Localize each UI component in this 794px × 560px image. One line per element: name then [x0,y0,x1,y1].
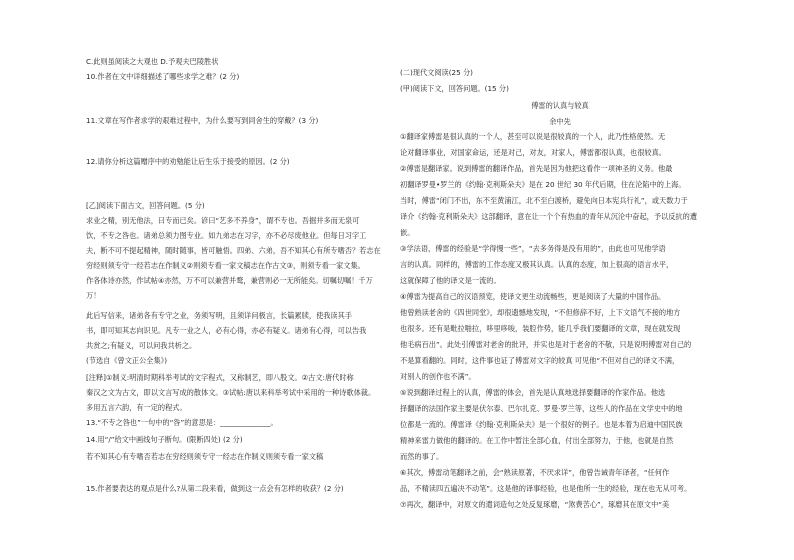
article-line: 论对翻译事业，对国家命运，还是对己，对友，对家人，傅雷都很认真，也很较真。 [400,148,666,157]
jia-heading: (甲)阅读下文，回答问题。(15 分) [400,84,509,93]
article-line: ②傅雷是翻译家。说到傅雷的翻译作品，首先是因为他把这看作一项神圣的义务。他最 [400,164,673,173]
passage-source: (节选自《曾文正公全集》) [86,356,168,365]
options-c-d: C.此则虽阅读之大观也 D.予观夫巴陵胜状 [86,57,219,66]
article-line: ⑥其次，傅雷动笔翻译之前，会“熟读原著，不厌求详”，他曾告诫青年译者，“任何作 [400,468,670,477]
notes-line: [注释]①制义:明清时期科举考试的文字程式，又称制艺，即八股文。②古文:唐代时称 [86,373,354,382]
article-title: 傅雷的认真与较真 [531,101,589,110]
question-10: 10.作者在文中详细描述了哪些求学之难？(2 分) [86,72,240,81]
article-author: 余中先 [549,117,571,126]
article-line: ⑦再次，翻译中，对原文的遣词造句之处反复琢磨，“煞费苦心”，琢磨其在原文中“美 [400,500,670,509]
passage-line: 共赏之;有疑义，可以问我共析之。 [86,341,197,350]
question-14-sentence: 若不知其心有专嗜否若志在穷经则须专守一经志在作制义则须专看一家文稿 [86,452,324,461]
section-heading: (二)现代文阅读(25 分) [400,68,473,77]
article-line: 译介《约翰·克利斯朵夫》这部翻译，意在让一个个有热血的青年从沉沦中奋起，予以反抗的遭 [400,212,697,221]
article-line: 他曾熟读老舍的《四世同堂》，却很遗憾地发现，“不但修辞不好，上下文语气不接的地方 [400,308,681,317]
article-line: ④傅雷为提高自己的汉语预览，使译文更生动流畅些，更是阅读了大量的中国作品。 [400,292,666,301]
passage-line: 此后写信来，诸弟各有专守之业，务须写明，且须详问极言，长篇累牍，使我读其手 [86,311,352,320]
passage-line: 夫，断不可不提起精神，随时随事，皆可触悟。四弟、六弟，吾不知其心有所专嗜否？若志在 [86,246,381,255]
article-line: 他毛病百出”。此处引傅雷对老舍的批评，并实也是对于老舍的不敬，只是说明傅雷对自己的 [400,340,692,349]
article-line: 嵌。 [400,228,415,237]
article-line: 当时，傅雷“闭门不出，东不至黄浦江，北不至白渡桥，避免向日本宪兵行礼”，或天数力于 [400,196,688,205]
notes-line: 多用五言六韵，有一定的程式。 [86,403,187,412]
passage-line: 万！ [86,291,101,300]
notes-line: 秦汉之文为古文，即以文言写成的散体文。③试帖:唐以来科举考试中采用的一种诗歌体裁。 [86,388,376,397]
question-15: 15.作者要表达的观点是什么?从第二段来看，做到这一点会有怎样的收获？(2 分) [86,484,344,493]
passage-line: 饮，不专之咎也。诸弟总须力图专业。如九弟志在习字，亦不必尽废他业。但每日习字工 [86,231,367,240]
article-line: 不是算看翻的。同时，这件事也证了傅雷对文字的较真 可见他“不但对自己的译文不满， [400,356,680,365]
article-line: 择翻译的法国作家主要是伏尔泰、巴尔扎克、罗曼·罗兰等，这些人的作品在文学史中的地 [400,404,683,413]
question-13: 13.“不专之咎也”一句中的“咎”的意思是：______________。 [86,418,278,427]
article-line: 而然的事了。 [400,452,444,461]
article-line: ③学法语，傅雷的经验是“学得慢一些”，“去多务得是没有用的”，由此也可见他学语 [400,244,666,253]
article-line: 这就保障了他的译文是一流的。 [400,276,501,285]
article-line: 位都是一流的。傅雷译《约翰·克利斯朵夫》是一个很好的例子。也是本着为启迪中国民族 [400,420,683,429]
yi-heading: [乙]阅读下面古文，回答问题。(5 分) [86,201,205,210]
article-line: 言的认真。同样的，傅雷的工作态度又极其认真。认真的态度，加上很高的语言水平， [400,260,674,269]
article-line: 初翻译罗曼•罗兰的《约翰·克利斯朵夫》是在 20 世纪 30 年代后期，住在沦陷中的上海。 [400,180,686,189]
passage-line: 书，即可知其志向识见。凡专一业之人，必有心得，亦必有疑义。诸弟有心得，可以告我 [86,326,367,335]
article-line: 也很多。还有是毗拉啪拉，哆里哆唆，装腔作势，能几乎我们要翻译的文章，现在就发现 [400,324,681,333]
article-line: ⑤说到翻译过程上的认真，傅雷的体会，首先是认真地选择要翻译的作家作品。他选 [400,388,666,397]
passage-line: 作各体诗亦然，作试帖④亦然，万不可以兼营并鹜，兼营则必一无所能矣。切嘱切嘱！千万 [86,276,373,285]
question-14: 14.用“/”给文中画线句子断句。(限断四处) (2 分) [86,435,243,444]
passage-line: 穷经则须专守一经若志在作制义②则须专看一家文稿志在作古文③，则须专看一家文集。 [86,261,365,270]
passage-line: 求业之精，别无他法，曰专而已矣。谚曰“艺多不养身”，谓不专也。吾掘井多而无泉可 [86,216,360,225]
article-line: 品，不精读四五遍决不动笔”。这是他的译事经验，也是他所一生的经验，现在也无从可考。 [400,484,692,493]
article-line: 精神来雷力做他的翻译的。在工作中暂注全部心血，付出全部努力，于他，也就是自然 [400,436,674,445]
question-12: 12.请你分析这篇赠序中的劝勉能让后生乐于接受的原因。(2 分) [86,157,290,166]
article-line: 对别人的创作也不满”。 [400,372,476,381]
article-line: ①翻译家傅雷是很认真的一个人，甚至可以说是很较真的一个人，此乃性格使然。无 [400,132,666,141]
question-11: 11.文章在写作者求学的艰难过程中，为什么要写到同舍生的穿戴？(3 分) [86,116,319,125]
